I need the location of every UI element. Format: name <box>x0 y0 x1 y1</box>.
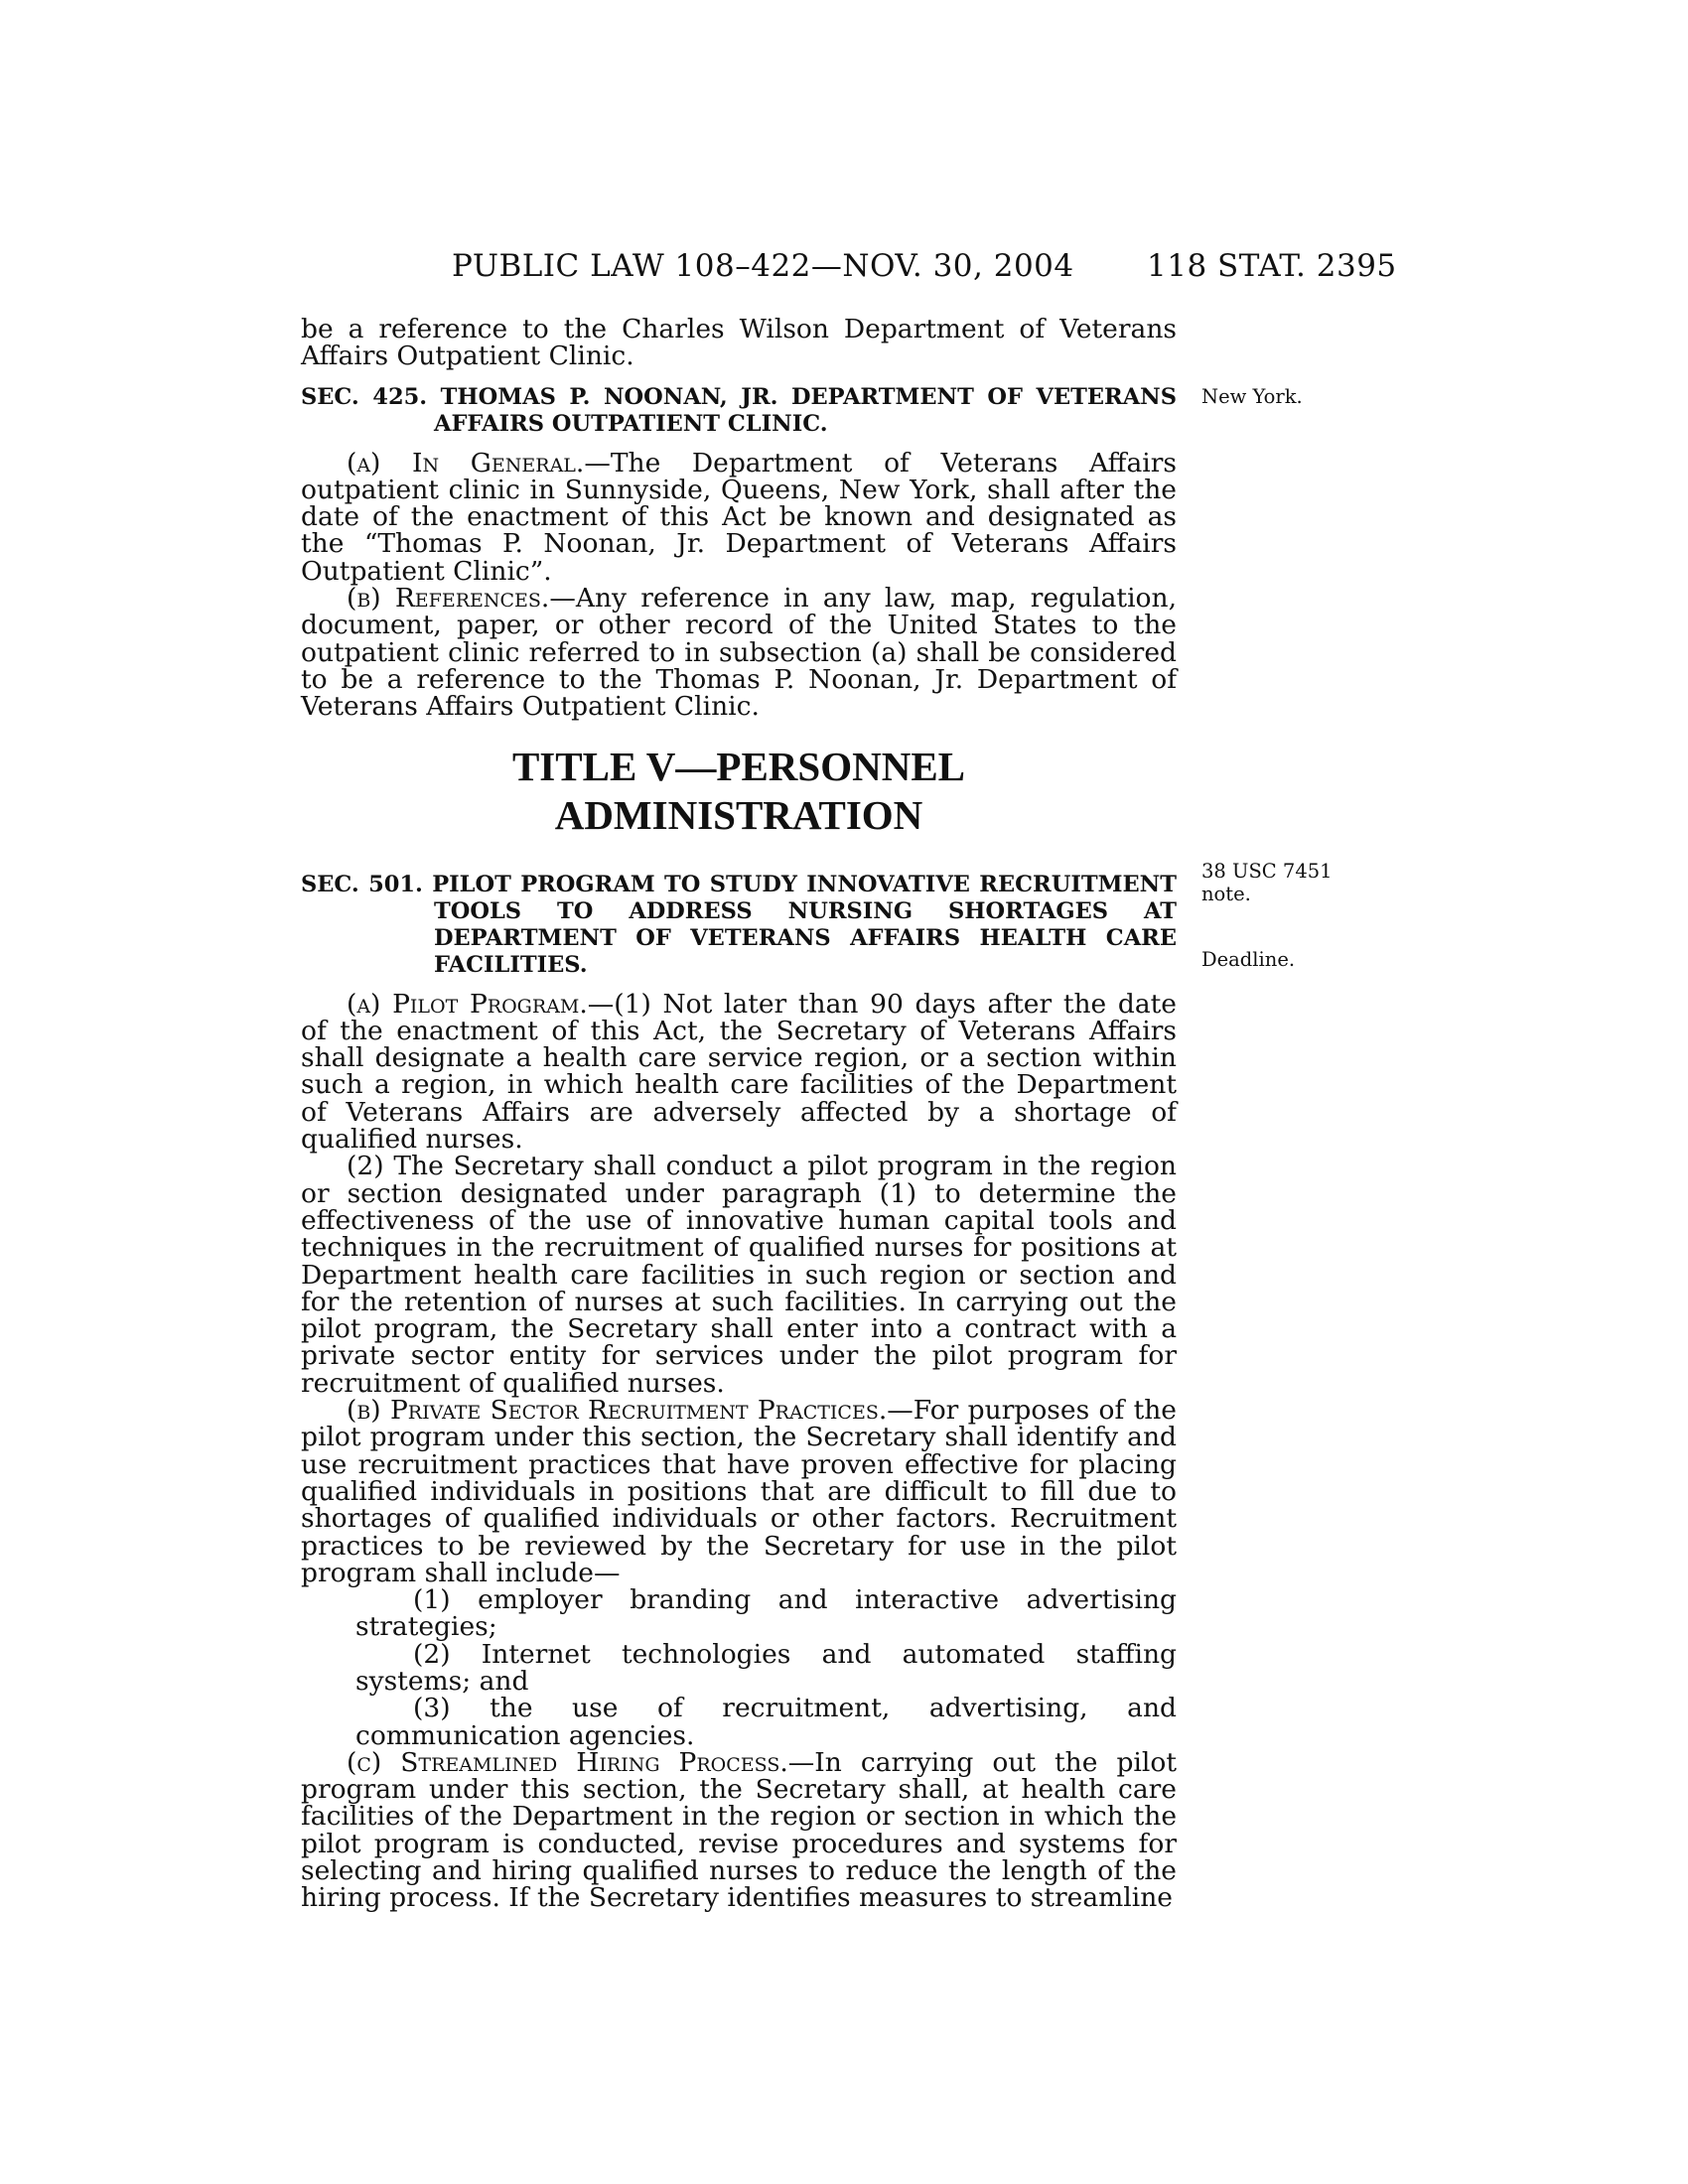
subsection-b-text: —For purposes of the pilot program under this section, the Secretary shall identify and use recruitment practices that have proven effective for placing qualified individuals in positions that are difficult to fill due to shortages of qualified individuals or other factors. Recruitment practices to be reviewed by the Secretary for use in the pilot program shall include— <box>301 1395 1177 1588</box>
section-501-subsection-a1 <box>301 988 1177 1156</box>
document-body <box>301 316 1177 1912</box>
running-header-citation: PUBLIC LAW 108–422—NOV. 30, 2004 <box>452 248 1074 284</box>
subsection-b-text: —Any reference in any law, map, regulation, document, paper, or other record of the United States to the outpatient clinic referred to in subsection (a) shall be considered to be a reference to the Thomas P. Noonan, Jr. Department of Veterans Affairs Outpatient Clinic. <box>301 583 1177 723</box>
section-501-subsection-a2: (2) The Secretary shall conduct a pilot program in the region or section designated under paragraph (1) to determine the effectiveness of the use of innovative human capital tools and techniques in the recruitment of qualified nurses for positions at Department health care facilities in such region or section and for the retention of nurses at such facilities. In carrying out the pilot program, the Secretary shall enter into a contract with a private sector entity for services under the pilot program for recruitment of qualified nurses. <box>301 1151 1177 1399</box>
section-501-heading: SEC. 501. PILOT PROGRAM TO STUDY INNOVATIVE RECRUITMENT TOOLS TO ADDRESS NURSING SHORTAGES AT DEPARTMENT OF VETERANS AFFAIRS HEALTH CARE FACILITIES. <box>301 871 1177 978</box>
subsection-b-label: (b) References. <box>347 583 550 614</box>
subsection-a-label: (a) In General. <box>347 447 585 478</box>
subsection-b-label: (b) Private Sector Recruitment Practices. <box>347 1395 888 1427</box>
margin-note-new-york: New York. <box>1201 385 1303 408</box>
margin-note-usc-line1: 38 USC 7451 <box>1201 860 1333 883</box>
section-425-subsection-a <box>301 447 1177 587</box>
margin-note-deadline: Deadline. <box>1201 948 1296 971</box>
running-header-page-number: 118 STAT. 2395 <box>1147 248 1397 284</box>
margin-note-usc-line2: note. <box>1201 883 1251 905</box>
list-item: (3) the use of recruitment, advertising, and communication agencies. <box>355 1693 1177 1751</box>
section-425-subsection-b <box>301 583 1177 723</box>
section-501-subsection-c <box>301 1746 1177 1914</box>
subsection-a1-text: —(1) Not later than 90 days after the date of the enactment of this Act, the Secretary of Veterans Affairs shall designate a health care service region, or a section within such a region, in which health care facilities of the Department of Veterans Affairs are adversely affected by a shortage of qualified nurses. <box>301 988 1177 1156</box>
list-item: (1) employer branding and interactive advertising strategies; <box>355 1584 1177 1643</box>
section-501-subsection-b <box>301 1397 1177 1586</box>
section-425-heading: SEC. 425. THOMAS P. NOONAN, JR. DEPARTMENT OF VETERANS AFFAIRS OUTPATIENT CLINIC. <box>301 383 1177 437</box>
subsection-a-label: (a) Pilot Program. <box>347 988 588 1020</box>
continuation-paragraph: be a reference to the Charles Wilson Department of Veterans Affairs Outpatient Clinic. <box>301 314 1177 372</box>
subsection-c-label: (c) Streamlined Hiring Process. <box>347 1746 788 1778</box>
margin-note-usc-citation <box>1201 860 1333 905</box>
list-item: (2) Internet technologies and automated staffing systems; and <box>355 1638 1177 1697</box>
title-line-1: TITLE V—PERSONNEL <box>511 743 966 789</box>
title-v-heading <box>301 743 1177 840</box>
title-line-2: ADMINISTRATION <box>554 791 923 838</box>
subsection-a-text: —The Department of Veterans Affairs outpatient clinic in Sunnyside, Queens, New York, shall after the date of the enactment of this Act be known and designated as the “Thomas P. Noonan, Jr. Department of Veterans Affairs Outpatient Clinic”. <box>301 447 1177 587</box>
subsection-c-text: —In carrying out the pilot program under this section, the Secretary shall, at health care facilities of the Department in the region or section in which the pilot program is conducted, revise procedures and systems for selecting and hiring qualified nurses to reduce the length of the hiring process. If the Secretary identifies measures to streamline <box>301 1746 1177 1914</box>
